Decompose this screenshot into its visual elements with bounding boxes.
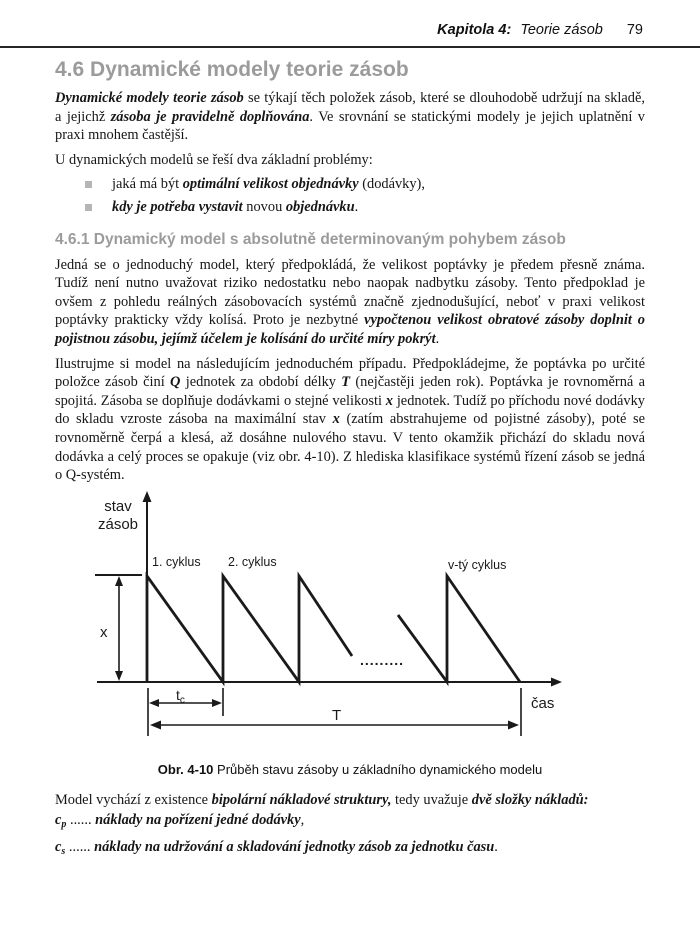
running-header (55, 22, 643, 38)
subsection-title: 4.6.1 Dynamický model s absolutně determinovaným pohybem zásob (55, 230, 566, 248)
cost-line-cs: $c_s$ ...... náklady na udržování a skladování jednotky zásob za jednotku času. (55, 839, 498, 858)
cycle2-label: 2. cyklus (228, 554, 277, 569)
x-axis-arrow-icon (551, 677, 562, 686)
period-label: T (332, 706, 342, 724)
y-axis-label-line2: zásob (97, 515, 139, 533)
x-arrow-up-icon (115, 576, 123, 586)
header-rule (0, 46, 700, 48)
ellipsis-dots: ......... (360, 651, 405, 668)
sawtooth-cycles-1-3 (147, 576, 352, 682)
inventory-sawtooth-diagram (88, 491, 570, 753)
paragraph-model-description: Jedná se o jednoduchý model, který předpokládá, že velikost poptávky je předem přesně známa. Tudíž není nutno uvažovat riziko nedostatku nebo naopak nadbytku zásoby. Tento předpoklad je ovšem z pohledu reálných zásobovacích systémů značně zjednodušující, neboť v praxi velikost poptávky prakticky vždy kolísá. Proto je nezbytné vypočtenou velikost obratové zásoby doplnit o pojistnou zásobu, jejímž účelem je kolísání do určité míry pokrýt. (55, 256, 645, 347)
x-axis-label: čas (531, 694, 555, 712)
chapter-label: Kapitola 4: (437, 22, 512, 38)
paragraph-illustration: Ilustrujme si model na následujícím jednoduchém případu. Předpokládejme, že poptávka po určité položce zásob činí Q jednotek za období délky T (nejčastěji jeden rok). Poptávka je rovnoměrná a spojitá. Zásoba se doplňuje dodávkami o stejné velikosti x jednotek. Tudíž po příchodu nové dodávky do skladu vzroste zásoba na maximální stav x (zatím abstrahujeme od pojistné zásoby), poté se rovnoměrně čerpá a klesá, až dosáhne nulového stavu. V tento okamžik přichází do skladu nová dodávka a celý proces se opakuje (viz obr. 4-10). Z hlediska klasifikace systémů řízení zásob se jedná o Q-systém. (55, 355, 646, 484)
bullet-square-icon (85, 181, 92, 188)
section-title: 4.6 Dynamické modely teorie zásob (55, 58, 409, 81)
x-arrow-down-icon (115, 671, 123, 681)
problem-list (55, 175, 645, 216)
cycle1-label: 1. cyklus (152, 554, 201, 569)
list-item (55, 198, 645, 217)
figure-caption-number: Obr. 4-10 (157, 761, 214, 777)
cyclev-label: v-tý cyklus (448, 557, 507, 572)
paragraph-problems: U dynamických modelů se řeší dva základní problémy: (55, 151, 373, 168)
page-number: 79 (626, 22, 643, 38)
paragraph-cost-structure: Model vychází z existence bipolární nákladové struktury, tedy uvažuje dvě složky nákladů: (55, 791, 589, 808)
list-item-text: jaká má být optimální velikost objednávky (dodávky), (112, 176, 425, 193)
cost-line-cp: $c_p$ ...... náklady na pořízení jedné dodávky, (55, 812, 305, 831)
sawtooth-cycle-v (398, 576, 520, 682)
period-arrow-right-icon (508, 720, 519, 729)
y-axis-arrow-icon (143, 491, 152, 502)
figure-caption (55, 762, 645, 777)
list-item-text: kdy je potřeba vystavit novou objednávku. (112, 198, 359, 215)
x-level-label: x (100, 623, 108, 641)
paragraph-intro: Dynamické modely teorie zásob se týkají těch položek zásob, které se dlouhodobě udržují na skladě, a jejichž zásoba je pravidelně doplňována. Ve srovnání se statickými modely je jejich uplatnění v praxi mnohem častější. (55, 90, 645, 144)
tc-label: $t_c$ (176, 686, 185, 706)
figure-caption-text: Průběh stavu zásoby u základního dynamického modelu (213, 761, 543, 777)
tc-arrow-left-icon (149, 699, 159, 707)
bullet-square-icon (85, 204, 92, 211)
figure-4-10 (88, 491, 645, 758)
list-item (55, 175, 645, 194)
y-axis-label-line1: stav (104, 497, 132, 515)
page-content (55, 55, 645, 863)
period-arrow-left-icon (150, 720, 161, 729)
tc-arrow-right-icon (212, 699, 222, 707)
chapter-title: Teorie zásob (520, 22, 603, 38)
